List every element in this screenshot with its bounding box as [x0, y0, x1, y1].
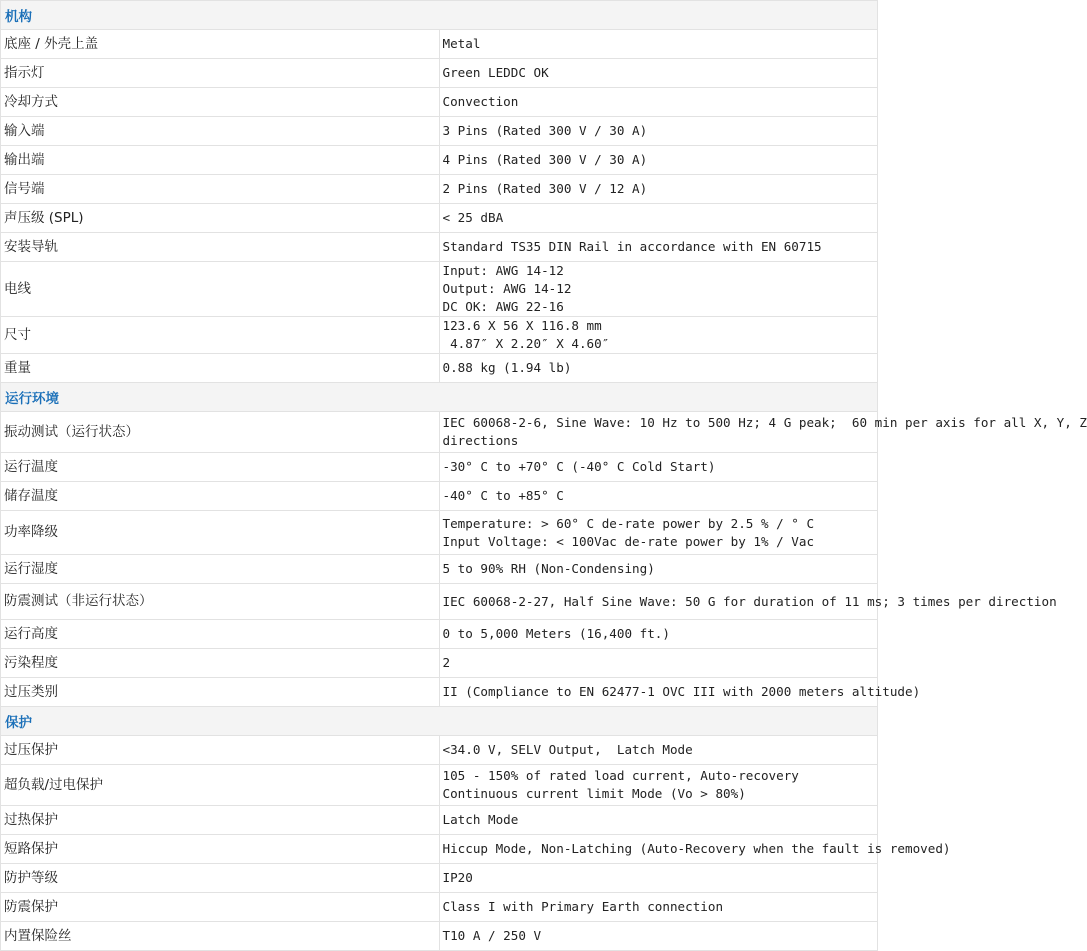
value-line: 105 - 150% of rated load current, Auto-recovery: [442, 768, 799, 783]
table-row: [1, 678, 878, 707]
row-value: [439, 317, 878, 354]
value-line: Output: AWG 14-12: [442, 281, 572, 296]
row-value: [439, 453, 878, 482]
table-row: [1, 736, 878, 765]
table-row: [1, 262, 878, 317]
table-row: [1, 765, 878, 806]
row-label: 污染程度: [1, 649, 440, 678]
row-label: 内置保险丝: [1, 922, 440, 951]
row-value: [439, 30, 878, 59]
value-line: 0.88 kg (1.94 lb): [442, 360, 572, 375]
section-header: [1, 707, 878, 736]
row-label: 声压级 (SPL): [1, 204, 440, 233]
value-line: 4.87″ X 2.20″ X 4.60″: [442, 336, 610, 351]
row-value: [439, 835, 951, 864]
row-value: [439, 354, 878, 383]
row-value: [439, 412, 1087, 453]
row-label: 过热保护: [1, 806, 440, 835]
section-title: 运行环境: [1, 383, 878, 412]
row-label: 运行湿度: [1, 555, 440, 584]
table-row: [1, 511, 878, 555]
row-value: [439, 146, 878, 175]
row-value: [439, 555, 878, 584]
table-row: [1, 584, 878, 620]
table-row: [1, 555, 878, 584]
value-line: Class I with Primary Earth connection: [442, 899, 724, 914]
row-label: 底座 / 外壳上盖: [1, 30, 440, 59]
row-label: 输入端: [1, 117, 440, 146]
table-row: [1, 88, 878, 117]
value-line: 2: [442, 655, 451, 670]
section-header: [1, 1, 878, 30]
row-value: [439, 59, 878, 88]
row-value: [439, 482, 878, 511]
value-line: IEC 60068-2-6, Sine Wave: 10 Hz to 500 Hz; 4 G peak; 60 min per axis for all X, Y, Z: [442, 415, 1087, 430]
table-row: [1, 59, 878, 88]
table-row: [1, 453, 878, 482]
value-line: 0 to 5,000 Meters (16,400 ft.): [442, 626, 670, 641]
value-line: Convection: [442, 94, 519, 109]
section-title: 机构: [1, 1, 878, 30]
row-label: 运行高度: [1, 620, 440, 649]
table-row: [1, 649, 878, 678]
table-row: [1, 922, 878, 951]
row-value: [439, 765, 878, 806]
value-line: Temperature: > 60° C de-rate power by 2.5 % / ° C: [442, 515, 815, 531]
table-row: [1, 893, 878, 922]
row-value: [439, 117, 878, 146]
table-row: [1, 412, 878, 453]
table-row: [1, 835, 878, 864]
value-line: Continuous current limit Mode (Vo > 80%): [442, 786, 746, 801]
table-row: [1, 204, 878, 233]
row-value: [439, 620, 878, 649]
value-line: IP20: [442, 870, 473, 885]
row-label: 防震测试（非运行状态）: [1, 584, 440, 620]
value-line: 5 to 90% RH (Non-Condensing): [442, 561, 655, 576]
row-label: 过压保护: [1, 736, 440, 765]
row-value: [439, 736, 878, 765]
row-label: 重量: [1, 354, 440, 383]
row-value: [439, 806, 878, 835]
value-line: Metal: [442, 36, 481, 51]
table-row: [1, 354, 878, 383]
row-label: 超负载/过电保护: [1, 765, 440, 806]
row-label: 振动测试（运行状态）: [1, 412, 440, 453]
row-label: 输出端: [1, 146, 440, 175]
value-line: 123.6 X 56 X 116.8 mm: [442, 318, 602, 333]
table-row: [1, 864, 878, 893]
row-value: [439, 204, 878, 233]
table-row: [1, 482, 878, 511]
value-line: II (Compliance to EN 62477-1 OVC III with 2000 meters altitude): [442, 684, 921, 699]
table-row: [1, 806, 878, 835]
row-label: 储存温度: [1, 482, 440, 511]
value-line: directions: [442, 433, 519, 448]
value-line: Green LEDDC OK: [442, 65, 549, 80]
row-label: 电线: [1, 262, 440, 317]
row-value: [439, 88, 878, 117]
row-value: [439, 922, 878, 951]
row-value: [439, 649, 878, 678]
row-label: 过压类别: [1, 678, 440, 707]
row-value: [439, 678, 921, 707]
row-label: 运行温度: [1, 453, 440, 482]
value-line: <34.0 V, SELV Output, Latch Mode: [442, 742, 693, 757]
row-value: [439, 584, 1057, 620]
value-line: Hiccup Mode, Non-Latching (Auto-Recovery when the fault is removed): [442, 841, 951, 856]
table-row: [1, 620, 878, 649]
row-value: [439, 262, 878, 317]
row-label: 信号端: [1, 175, 440, 204]
section-title: 保护: [1, 707, 878, 736]
value-line: Input: AWG 14-12: [442, 263, 564, 278]
value-line: Latch Mode: [442, 812, 519, 827]
table-row: [1, 117, 878, 146]
row-label: 指示灯: [1, 59, 440, 88]
row-label: 冷却方式: [1, 88, 440, 117]
value-line: -40° C to +85° C: [442, 488, 564, 503]
row-value: [439, 233, 878, 262]
value-line: Standard TS35 DIN Rail in accordance with EN 60715: [442, 239, 822, 254]
table-row: [1, 146, 878, 175]
table-row: [1, 317, 878, 354]
value-line: DC OK: AWG 22-16: [442, 299, 564, 314]
row-value: [439, 893, 878, 922]
row-label: 短路保护: [1, 835, 440, 864]
row-value: [439, 864, 878, 893]
row-label: 防震保护: [1, 893, 440, 922]
table-row: [1, 175, 878, 204]
section-header: [1, 383, 878, 412]
row-label: 尺寸: [1, 317, 440, 354]
row-label: 防护等级: [1, 864, 440, 893]
value-line: IEC 60068-2-27, Half Sine Wave: 50 G for duration of 11 ms; 3 times per direction: [442, 593, 1057, 609]
value-line: -30° C to +70° C (-40° C Cold Start): [442, 459, 716, 474]
value-line: 4 Pins (Rated 300 V / 30 A): [442, 152, 648, 167]
table-row: [1, 233, 878, 262]
row-label: 安装导轨: [1, 233, 440, 262]
row-label: 功率降级: [1, 511, 440, 555]
table-row: [1, 30, 878, 59]
value-line: Input Voltage: < 100Vac de-rate power by 1% / Vac: [442, 533, 815, 549]
row-value: [439, 175, 878, 204]
value-line: 3 Pins (Rated 300 V / 30 A): [442, 123, 648, 138]
value-line: < 25 dBA: [442, 210, 504, 225]
value-line: T10 A / 250 V: [442, 928, 542, 943]
value-line: 2 Pins (Rated 300 V / 12 A): [442, 181, 648, 196]
row-value: [439, 511, 878, 555]
